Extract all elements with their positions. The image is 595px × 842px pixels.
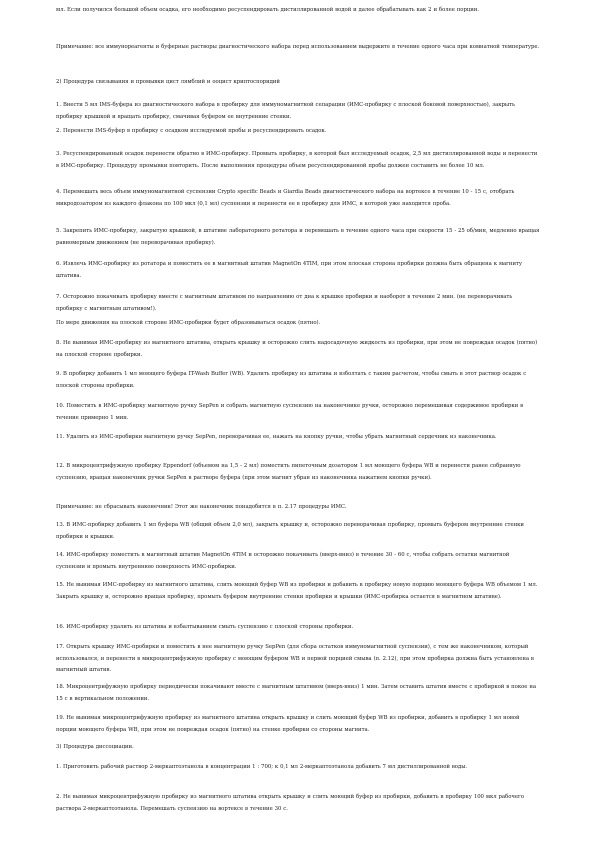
paragraph-dissoc-step-2: 2. Не вынимая микроцентрифужную пробирку из магнитного штатива открыть крышку и слить моющий буфер из пробирки, добавить в пробирку 100 мкл рабочего раствора 2-меркаптоэтанола. Перемешать суспензию на вортексе в течение 30 с.	[56, 794, 524, 812]
paragraph-step-18: 18. Микроцентрифужную пробирку периодически покачивают вместе с магнитным штативом (вверх-вниз) 1 мин. Затем оставить штатив вместе с пробиркой в покое на 15 с в вертикальном положении.	[56, 684, 537, 702]
section-heading-binding: 2) Процедура связывания и промывки цист лямблий и ооцист криптоспоридий	[56, 79, 280, 85]
paragraph-step-7: 7. Осторожно покачивать пробирку вместе с магнитным штативом по направлению от дна к крышке пробирки и наоборот в течение 2 мин. (не переворачивать пробирку с магнитным штативом!).	[56, 294, 513, 312]
section-heading-dissociation: 3) Процедура диссоциации.	[56, 744, 134, 750]
paragraph-step-13: 13. В ИМС-пробирку добавить 1 мл буфера WB (общий объем 2,0 мл), закрыть крышку и, осторожно переворачивая пробирку, промыть буфером внутренние стенки пробирки и крышки.	[56, 522, 524, 540]
paragraph-step-16: 16. ИМС-пробирку удалить из штатива и взбалтыванием смыть суспензию с плоской стороны пробирки.	[56, 624, 354, 630]
paragraph-note-tip: Примечание: не сбрасывать наконечник! Этот же наконечник понадобится в п. 2.17 процедуры ИМС.	[56, 504, 347, 510]
paragraph-step-2: 2. Перенести IMS-буфер в пробирку с осадком исследуемой пробы и ресуспендировать осадок.	[56, 128, 327, 134]
paragraph-note-reagents: Примечание: все иммунореагенты и буферные растворы диагностического набора перед использованием выдержите в течение одного часа при комнатной температуре.	[56, 44, 540, 50]
paragraph-step-17: 17. Открыть крышку ИМС-пробирки и поместить в нее магнитную ручку SepPen (для сбора остатков иммуномагнитной суспензии), с тем же наконечником, который использовался, и перенести в микроцентрифужную пробирку с моющим буфером WB и первой порцией смыва (п. 2.12), при этом пробирка должна быть установлена в магнитный штатив.	[56, 644, 534, 674]
paragraph-step-11: 11. Удалить из ИМС-пробирки магнитную ручку SepPen, переворачивая ее, нажать на кнопку ручки, чтобы убрать магнитный сердечник из наконечника.	[56, 434, 497, 440]
paragraph-step-4: 4. Перемешать весь объем иммуномагнитной суспензии Crypto specific Beads и Giardia Beads диагностического набора на вортексе в течение 10 - 15 с, отобрать микродозатором из каждого флакона по 100 мкл (0,1 мл) суспензии и перенести ее в пробирку для ИМС, в которой уже находится проба.	[56, 189, 515, 207]
paragraph-step-7-note: По мере движения на плоской стороне ИМС-пробирки будет образовываться осадок (пятно).	[56, 320, 321, 326]
paragraph-step-10: 10. Поместить в ИМС-пробирку магнитную ручку SepPen и собрать магнитную суспензию на наконечнике ручки, осторожно перемешивая содержимое пробирки в течение примерно 1 мин.	[56, 403, 524, 421]
paragraph-step-12: 12. В микроцентрифужную пробирку Eppendorf (объемом на 1,5 - 2 мл) поместить пипеточным дозатором 1 мл моющего буфера WB и перенести ранее собранную суспензию, вращая наконечник ручки SepPen в растворе буфера (при этом магнит убран из наконечника нажатием кнопки ручки).	[56, 463, 521, 481]
paragraph-step-8: 8. Не вынимая ИМС-пробирку из магнитного штатива, открыть крышку и осторожно слить надосадочную жидкость из пробирки, при этом не повреждая осадок (пятно) на плоской стороне пробирки.	[56, 340, 538, 358]
paragraph-step-14: 14. ИМС-пробирку поместить в магнитный штатив MagnetOn 4TIM и осторожно покачивать (вверх-вниз) в течение 30 - 60 с, чтобы собрать остатки магнитной суспензии и промыть внутреннюю поверхность ИМС-пробирки.	[56, 552, 510, 570]
paragraph-step-6: 6. Извлечь ИМС-пробирку из ротатора и поместить ее в магнитный штатив MagnetOn 4TIM, при этом плоская сторона пробирки должна быть обращена к магниту штатива.	[56, 261, 522, 279]
paragraph-dissoc-step-1: 1. Приготовить рабочий раствор 2-меркаптоэтанола в концентрации 1 : 700; к 0,1 мл 2-меркаптоэтанола добавить 7 мл дистиллированной воды.	[56, 764, 468, 770]
paragraph-step-9: 9. В пробирку добавить 1 мл моющего буфера IT-Wash Buffer (WB). Удалить пробирку из штатива и взболтать с таким расчетом, чтобы смыть в этот раствор осадок с плоской стороны пробирки.	[56, 371, 527, 389]
paragraph-step-15: 15. Не вынимая ИМС-пробирку из магнитного штатива, слить моющий буфер WB из пробирки и добавить в пробирку новую порцию моющего буфера WB объемом 1 мл. Закрыть крышку и, осторожно вращая пробирку, промыть буфером внутренние стенки пробирки и крышки (ИМС-пробирка остается в магнитном штативе).	[56, 582, 538, 600]
paragraph-step-19: 19. Не вынимая микроцентрифужную пробирку из магнитного штатива открыть крышку и слить моющий буфер WB из пробирки, добавить в пробирку 1 мл новой порции моющего буфера WB, при этом не повреждая осадок (пятно) на стенке пробирки со стороны магнита.	[56, 715, 520, 733]
document-page	[56, 0, 540, 842]
paragraph-step-1: 1. Внести 5 мл IMS-буфера из диагностического набора в пробирку для иммуномагнитной сепарации (ИМС-пробирку с плоской боковой поверхностью), закрыть пробирку крышкой и вращать пробирку, смачивая буфером ее внутренние стенки.	[56, 102, 515, 120]
paragraph-continuation: мл. Если получился большой объем осадка, его необходимо ресуспендировать дистиллированной водой и далее обрабатывать как 2 и более порции.	[56, 7, 479, 13]
paragraph-step-3: 3. Ресуспендированный осадок перенести обратно в ИМС-пробирку. Промыть пробирку, в которой был исследуемый осадок, 2,5 мл дистиллированной воды и перенести в ИМС-пробирку. Процедуру промывки повторить. После выполнения процедуры объем ресуспендированной пробы должен составить не более 10 мл.	[56, 151, 538, 169]
paragraph-step-5: 5. Закрепить ИМС-пробирку, закрытую крышкой, в штативе лабораторного ротатора и перемешать в течение одного часа при скорости 15 - 25 об/мин, медленно вращая равномерным движением (не переворачивая пробирку).	[56, 228, 540, 246]
